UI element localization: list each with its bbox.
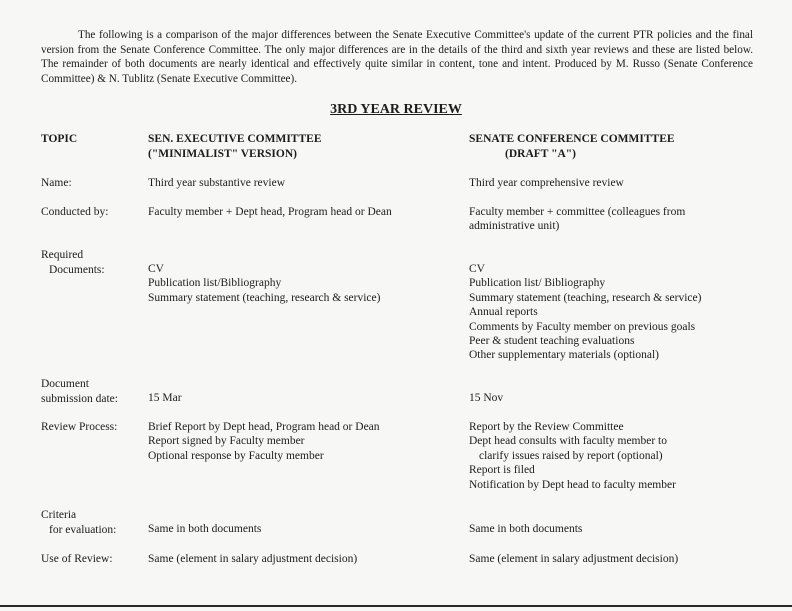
list-item: Same (element in salary adjustment decision) bbox=[148, 553, 358, 565]
column-header-sen-conf bbox=[469, 132, 675, 162]
cell-required-sen-exec bbox=[148, 262, 448, 305]
row-label-conducted: Conducted by: bbox=[41, 206, 109, 218]
list-item: Report is filed bbox=[469, 464, 535, 477]
cell-criteria-sen-conf bbox=[469, 522, 759, 536]
list-item: Publication list/Bibliography bbox=[148, 277, 282, 290]
column-header-sen-exec-line1: SEN. EXECUTIVE COMMITTEE bbox=[148, 133, 322, 145]
row-label-line1: Criteria bbox=[41, 509, 77, 521]
list-item: Peer & student teaching evaluations bbox=[469, 335, 635, 348]
cell-submission-sen-conf bbox=[469, 391, 759, 405]
row-label-submission-date bbox=[41, 377, 118, 406]
list-item: Other supplementary materials (optional) bbox=[469, 349, 660, 362]
list-item: Faculty member + Dept head, Program head or Dean bbox=[148, 206, 392, 218]
cell-process-sen-exec bbox=[148, 420, 448, 463]
cell-conducted-sen-conf bbox=[469, 205, 759, 234]
list-item: Summary statement (teaching, research & service) bbox=[148, 291, 381, 304]
intro-paragraph bbox=[41, 28, 753, 86]
cell-conducted-sen-exec bbox=[148, 205, 448, 219]
row-label-line1: Document bbox=[41, 378, 89, 390]
list-item: Dept head consults with faculty member to bbox=[469, 435, 668, 448]
list-item: Same in both documents bbox=[148, 523, 262, 535]
cell-required-sen-conf bbox=[469, 262, 759, 363]
list-item: Summary statement (teaching, research & service) bbox=[469, 291, 702, 304]
section-heading: 3RD YEAR REVIEW bbox=[330, 102, 462, 117]
column-header-sen-exec bbox=[148, 132, 322, 162]
list-item: Brief Report by Dept head, Program head or Dean bbox=[148, 421, 380, 433]
list-item: 15 Mar bbox=[148, 392, 182, 404]
row-label-line1: Required bbox=[41, 249, 84, 261]
intro-text: The following is a comparison of the major differences between the Senate Executive Committee's update of the current PTR policies and the final version from the Senate Conference Committee. The only major differences are in the details of the third and sixth year reviews and these are listed below. The remainder of both documents are nearly identical and effectively quite similar in content, tone and intent. Produced by M. Russo (Senate Conference Committee) & N. Tublitz (Senate Executive Committee). bbox=[41, 29, 753, 85]
list-item: Notification by Dept head to faculty member bbox=[469, 478, 676, 491]
cell-name-sen-conf bbox=[469, 176, 759, 190]
list-item: Annual reports bbox=[469, 306, 538, 319]
list-item: CV bbox=[469, 263, 485, 275]
list-item: Optional response by Faculty member bbox=[148, 449, 324, 462]
list-item: Faculty member + committee (colleagues from bbox=[469, 206, 686, 218]
cell-process-sen-conf bbox=[469, 420, 759, 492]
list-item: clarify issues raised by report (optional) bbox=[479, 449, 663, 462]
cell-name-sen-exec bbox=[148, 176, 448, 190]
list-item: Publication list/ Bibliography bbox=[469, 277, 606, 290]
row-label-line2: for evaluation: bbox=[49, 523, 117, 536]
list-item: 15 Nov bbox=[469, 392, 504, 404]
list-item: Report by the Review Committee bbox=[469, 421, 624, 433]
list-item: Same in both documents bbox=[469, 523, 583, 535]
list-item: Report signed by Faculty member bbox=[148, 435, 305, 448]
list-item: Comments by Faculty member on previous goals bbox=[469, 320, 696, 333]
row-label-line2: Documents: bbox=[49, 263, 105, 276]
row-label-name: Name: bbox=[41, 177, 72, 189]
row-label-line2: submission date: bbox=[41, 392, 118, 405]
row-label-use-of-review: Use of Review: bbox=[41, 553, 113, 565]
list-item: Third year substantive review bbox=[148, 177, 285, 189]
column-header-sen-conf-line1: SENATE CONFERENCE COMMITTEE bbox=[469, 133, 675, 145]
cell-use-sen-exec bbox=[148, 552, 448, 566]
cell-criteria-sen-exec bbox=[148, 522, 448, 536]
cell-use-sen-conf bbox=[469, 552, 759, 566]
cell-submission-sen-exec bbox=[148, 391, 448, 405]
column-header-sen-conf-line2: (DRAFT "A") bbox=[505, 148, 577, 160]
row-label-criteria bbox=[41, 508, 116, 537]
list-item: Third year comprehensive review bbox=[469, 177, 624, 189]
list-item: administrative unit) bbox=[469, 220, 560, 233]
column-header-topic: TOPIC bbox=[41, 133, 78, 145]
column-header-sen-exec-line2: ("MINIMALIST" VERSION) bbox=[148, 148, 297, 160]
page-bottom-rule bbox=[0, 605, 792, 607]
row-label-required-documents bbox=[41, 248, 105, 277]
row-label-review-process: Review Process: bbox=[41, 421, 118, 433]
list-item: CV bbox=[148, 263, 164, 275]
list-item: Same (element in salary adjustment decision) bbox=[469, 553, 679, 565]
